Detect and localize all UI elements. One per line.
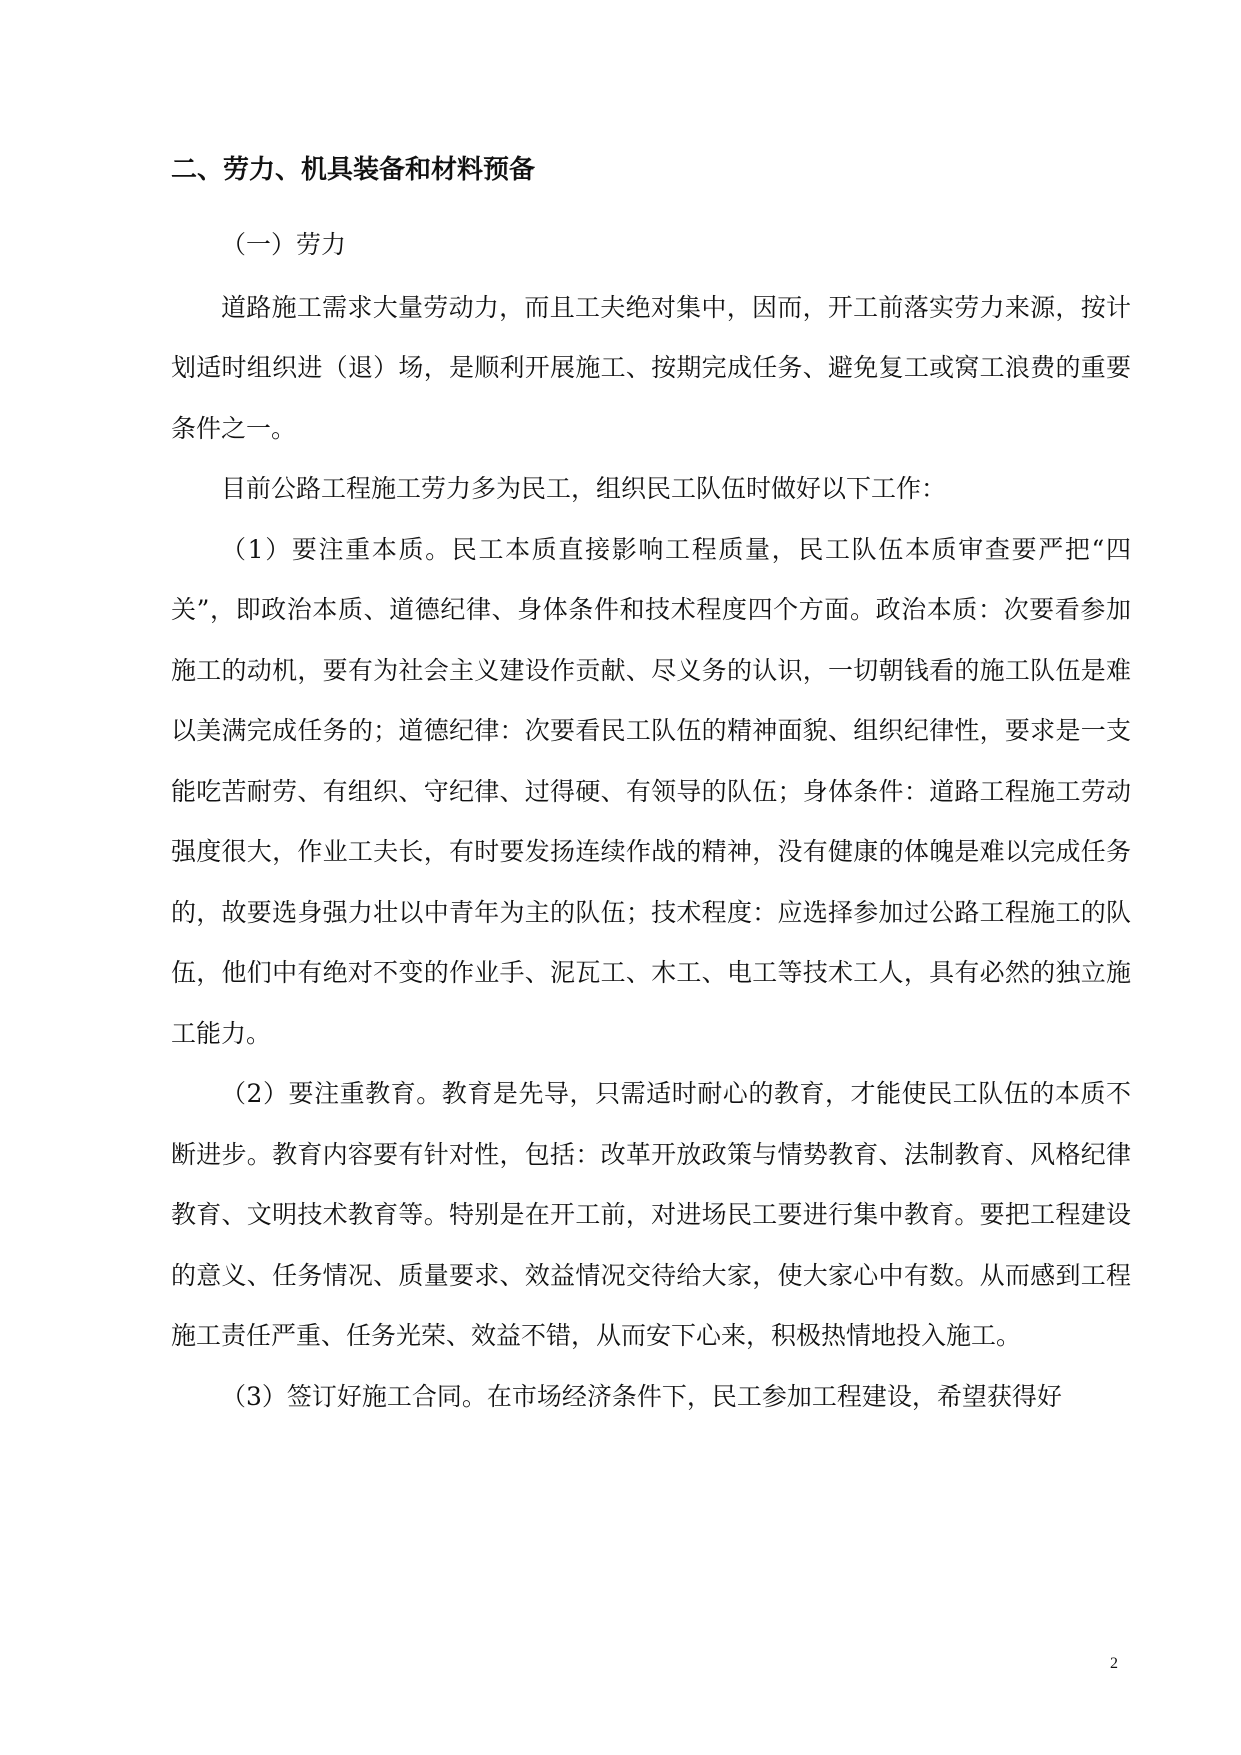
paragraph-migrant-workers: 目前公路工程施工劳力多为民工，组织民工队伍时做好以下工作：	[221, 474, 947, 503]
paragraph-item-2-education: （2）要注重教育。教育是先导，只需适时耐心的教育，才能使民工队伍的本质不断进步。教育内容要有针对性，包括：改革开放政策与情势教育、法制教育、风格纪律教育、文明技术教育等。特别是在开工前，对进场民工要进行集中教育。要把工程建设的意义、任务情况、质量要求、效益情况交待给大家，使大家心中有数。从而感到工程施工责任严重、任务光荣、效益不错，从而安下心来，积极热情地投入施工。	[171, 1079, 1131, 1350]
subsection-title: （一）劳力	[221, 230, 347, 259]
paragraph-labor-intro: 道路施工需求大量劳动力，而且工夫绝对集中，因而，开工前落实劳力来源，按计划适时组织进（退）场，是顺利开展施工、按期完成任务、避免复工或窝工浪费的重要条件之一。	[171, 292, 1131, 443]
section-title: 二、劳力、机具装备和材料预备	[171, 155, 536, 185]
document-body	[171, 155, 1131, 1427]
paragraph-item-1-quality: （1）要注重本质。民工本质直接影响工程质量，民工队伍本质审查要严把“四关”，即政治本质、道德纪律、身体条件和技术程度四个方面。政治本质：次要看参加施工的动机，要有为社会主义建设作贡献、尽义务的认识，一切朝钱看的施工队伍是难以美满完成任务的；道德纪律：次要看民工队伍的精神面貌、组织纪律性，要求是一支能吃苦耐劳、有组织、守纪律、过得硬、有领导的队伍；身体条件：道路工程施工劳动强度很大，作业工夫长，有时要发扬连续作战的精神，没有健康的体魄是难以完成任务的，故要选身强力壮以中青年为主的队伍；技术程度：应选择参加过公路工程施工的队伍，他们中有绝对不变的作业手、泥瓦工、木工、电工等技术工人，具有必然的独立施工能力。	[171, 534, 1131, 1048]
paragraph-item-3-contract: （3）签订好施工合同。在市场经济条件下，民工参加工程建设，希望获得好	[221, 1381, 1062, 1411]
page-number: 2	[1110, 1655, 1118, 1672]
